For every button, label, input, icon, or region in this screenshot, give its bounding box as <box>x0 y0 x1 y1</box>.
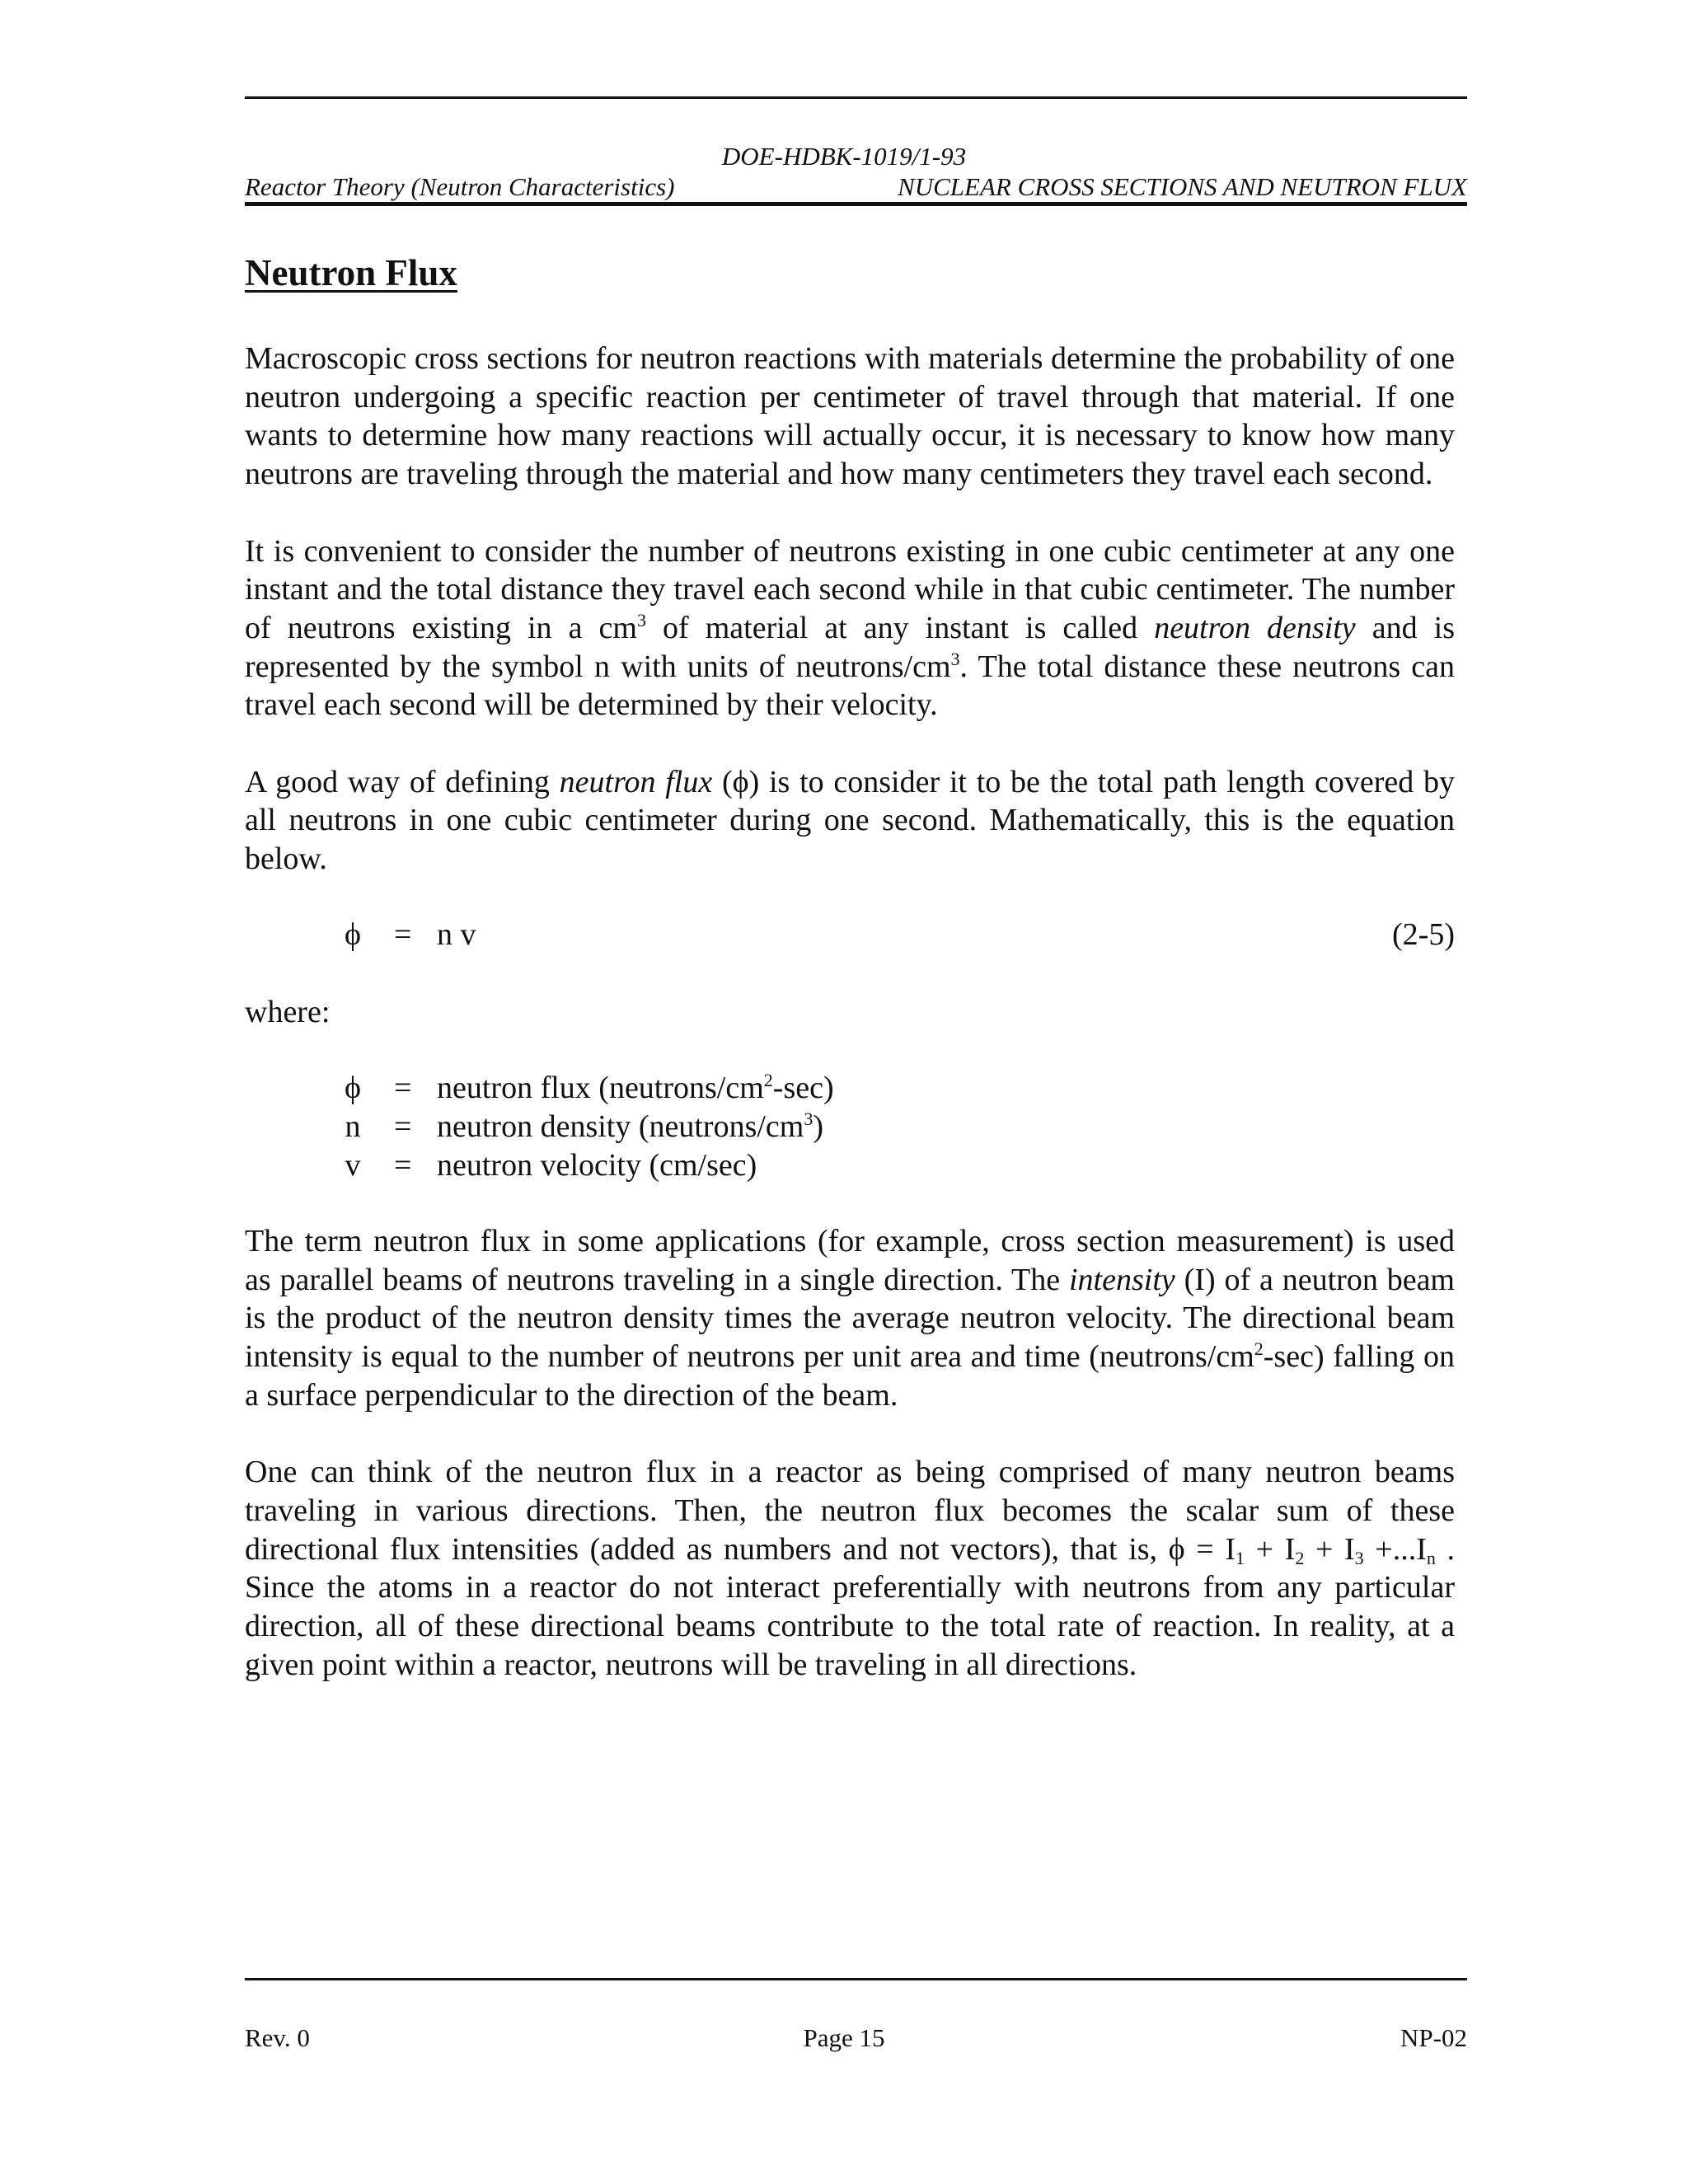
body-text-top <box>245 340 1455 917</box>
text-line: below. <box>245 841 327 877</box>
subscript: n <box>1426 1547 1436 1568</box>
text-run: (ϕ) is to consider it to be the total path length covered by <box>712 764 1455 799</box>
equation-rhs: n v <box>437 917 476 952</box>
text-run: . <box>1435 1531 1455 1567</box>
subscript: 1 <box>1236 1547 1245 1568</box>
equation-number: (2-5) <box>1392 917 1455 952</box>
text-line: a surface perpendicular to the direction of the beam. <box>245 1377 898 1413</box>
definition-text <box>437 1146 757 1184</box>
header-rule <box>245 202 1467 206</box>
text-line <box>245 1530 1455 1569</box>
text-line: travel each second will be determined by their velocity. <box>245 687 938 723</box>
where-label: where: <box>245 995 331 1029</box>
text-run: directional flux intensities (added as numbers and not vectors), that is, ϕ = I <box>245 1531 1236 1567</box>
text-line: given point within a reactor, neutrons will be traveling in all directions. <box>245 1647 1137 1682</box>
text-line: Macroscopic cross sections for neutron reactions with materials determine the probability of one <box>245 341 1455 376</box>
text-run: (I) of a neutron beam <box>1175 1262 1455 1297</box>
definition-text <box>437 1069 834 1107</box>
paragraph-2 <box>245 532 1455 725</box>
text-run: A good way of defining <box>245 764 560 799</box>
text-run: neutron density (neutrons/cm <box>437 1109 804 1144</box>
term-intensity: intensity <box>1069 1262 1175 1297</box>
text-run: neutron velocity (cm/sec) <box>437 1148 757 1183</box>
equals-sign: = <box>394 1109 412 1144</box>
text-line <box>245 609 1455 648</box>
definition-symbol: ϕ <box>344 1071 361 1105</box>
footer-revision: Rev. 0 <box>245 2023 310 2052</box>
text-line <box>245 763 1455 802</box>
term-neutron-flux: neutron flux <box>559 764 713 799</box>
equals-sign: = <box>394 1071 412 1105</box>
text-line <box>245 1338 1455 1376</box>
body-text-bottom <box>245 1222 1455 1722</box>
footer-page-number: Page 15 <box>803 2023 885 2052</box>
text-line: all neutrons in one cubic centimeter during one second. Mathematically, this is the equation <box>245 803 1455 838</box>
text-line: neutrons are traveling through the material and how many centimeters they travel each second. <box>245 457 1433 492</box>
text-line: direction, all of these directional beams contribute to the total rate of reaction. In reality, at a <box>245 1609 1455 1644</box>
equation-symbol: ϕ <box>344 917 361 952</box>
superscript: 2 <box>1254 1338 1264 1360</box>
text-run: neutron flux (neutrons/cm <box>437 1071 764 1105</box>
text-line: One can think of the neutron flux in a reactor as being comprised of many neutron beams <box>245 1455 1455 1490</box>
definition-text <box>437 1108 823 1146</box>
paragraph-3 <box>245 763 1455 879</box>
text-run: + I <box>1245 1531 1296 1567</box>
text-run: and is <box>1355 610 1456 645</box>
definition-row <box>336 1069 1078 1107</box>
text-line: traveling in various directions. Then, the neutron flux becomes the scalar sum of these <box>245 1493 1455 1528</box>
term-neutron-density: neutron density <box>1154 610 1356 645</box>
superscript: 2 <box>763 1070 773 1090</box>
definition-symbol: n <box>345 1109 361 1144</box>
document-id: DOE-HDBK-1019/1-93 <box>721 142 967 171</box>
definition-symbol: v <box>345 1148 361 1183</box>
equals-sign: = <box>394 1148 412 1183</box>
header-section-title: Reactor Theory (Neutron Characteristics) <box>245 172 675 201</box>
text-line: instant and the total distance they travel each second while in that cubic centimeter. The number <box>245 572 1455 607</box>
text-run: -sec) falling on <box>1263 1339 1455 1375</box>
text-line: neutron undergoing a specific reaction per centimeter of travel through that material. If one <box>245 379 1455 415</box>
text-line: It is convenient to consider the number of neutrons existing in one cubic centimeter at any one <box>245 533 1455 569</box>
subscript: 3 <box>1354 1547 1364 1568</box>
header-chapter-title: NUCLEAR CROSS SECTIONS AND NEUTRON FLUX <box>898 172 1467 201</box>
definition-row <box>336 1146 1078 1184</box>
text-run: as parallel beams of neutrons traveling in a single direction. The <box>245 1262 1069 1297</box>
superscript: 3 <box>950 648 960 669</box>
text-run: intensity is equal to the number of neutrons per unit area and time (neutrons/cm <box>245 1339 1254 1375</box>
superscript: 3 <box>804 1108 814 1129</box>
text-run: represented by the symbol n with units of neutrons/cm <box>245 649 951 684</box>
text-line: The term neutron flux in some applications (for example, cross section measurement) is used <box>245 1224 1455 1258</box>
text-line: wants to determine how many reactions will actually occur, it is necessary to know how many <box>245 418 1455 453</box>
text-run: . The total distance these neutrons can <box>959 649 1455 684</box>
text-run: -sec) <box>772 1071 834 1105</box>
text-run: +...I <box>1363 1531 1427 1567</box>
superscript: 3 <box>636 609 646 630</box>
paragraph-4 <box>245 1222 1455 1415</box>
footer-rule <box>245 1978 1467 1980</box>
equals-sign: = <box>394 917 412 952</box>
footer-module-code: NP-02 <box>1400 2023 1467 2052</box>
text-run: of neutrons existing in a cm <box>245 610 637 645</box>
text-run: + I <box>1304 1531 1355 1567</box>
text-run: ) <box>813 1109 824 1144</box>
text-line <box>245 1261 1455 1300</box>
top-rule <box>245 96 1467 99</box>
text-run: of material at any instant is called <box>645 610 1155 645</box>
paragraph-1 <box>245 340 1455 494</box>
equation-2-5 <box>336 916 1455 954</box>
definition-row <box>336 1108 1078 1146</box>
page-title: Neutron Flux <box>245 252 457 293</box>
text-line: Since the atoms in a reactor do not interact preferentially with neutrons from any particular <box>245 1570 1455 1605</box>
subscript: 2 <box>1295 1547 1305 1568</box>
text-line: is the product of the neutron density times the average neutron velocity. The directional beam <box>245 1301 1455 1336</box>
paragraph-5 <box>245 1453 1455 1684</box>
text-line <box>245 648 1455 687</box>
